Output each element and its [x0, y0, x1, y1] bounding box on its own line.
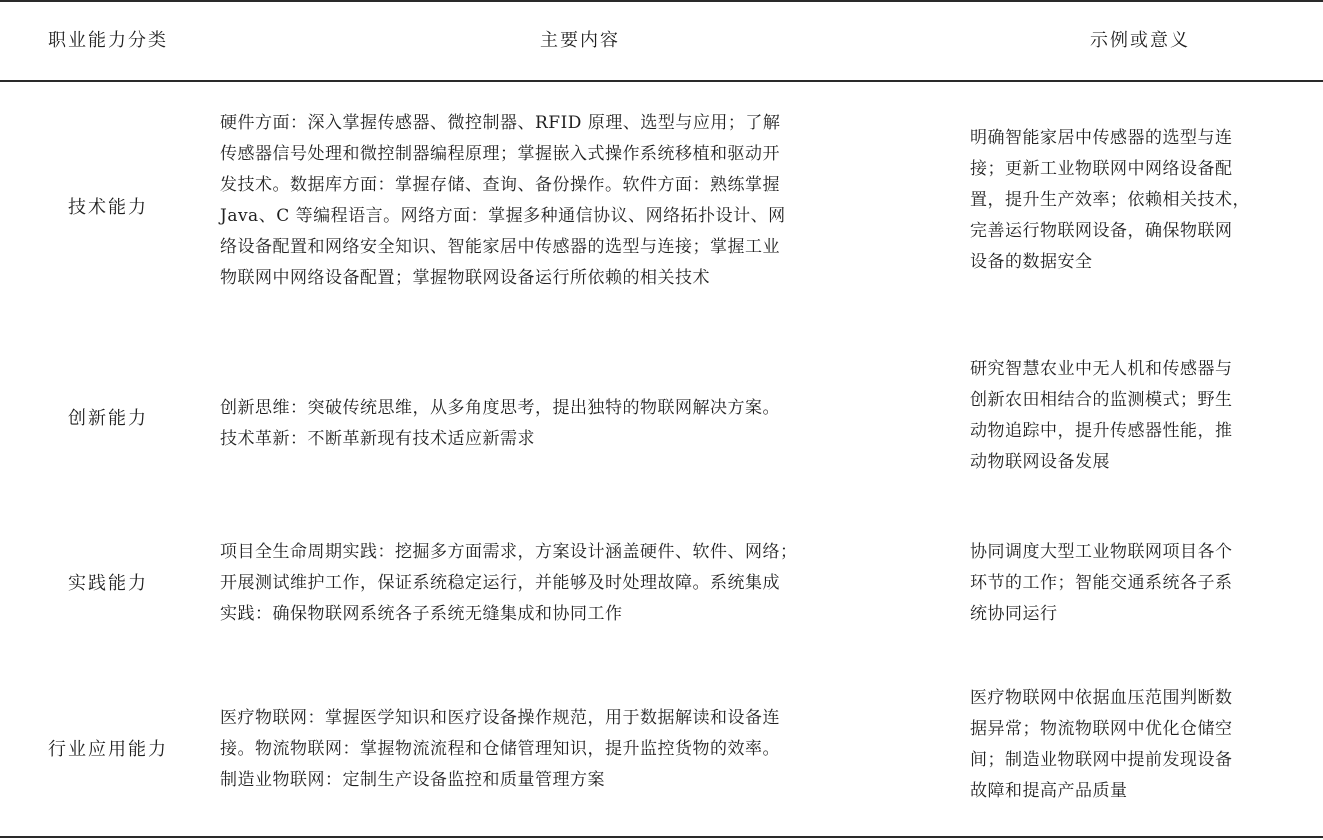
row-tech-category: 技术能力: [68, 197, 148, 218]
row-industry-example: [970, 683, 1312, 807]
main-line: 制造业物联网：定制生产设备监控和质量管理方案: [220, 770, 605, 790]
row-practice-category: 实践能力: [68, 573, 148, 594]
main-line: Java、C 等编程语言。网络方面：掌握多种通信协议、网络拓扑设计、网: [220, 206, 786, 226]
row-innovation-category: 创新能力: [68, 408, 148, 429]
row-innovation-main: [220, 393, 942, 455]
table-bottom-rule: [0, 836, 1323, 838]
row-innovation-example: [970, 354, 1312, 478]
example-line: 完善运行物联网设备，确保物联网: [970, 221, 1233, 241]
main-line: 开展测试维护工作，保证系统稳定运行，并能够及时处理故障。系统集成: [220, 573, 780, 593]
example-line: 置，提升生产效率；依赖相关技术，: [970, 190, 1250, 210]
main-line: 实践：确保物联网系统各子系统无缝集成和协同工作: [220, 604, 623, 624]
row-practice-example: [970, 537, 1312, 630]
example-line: 医疗物联网中依据血压范围判断数: [970, 688, 1233, 708]
example-line: 协同调度大型工业物联网项目各个: [970, 542, 1233, 562]
row-tech-example: [970, 123, 1312, 278]
example-line: 创新农田相结合的监测模式；野生: [970, 390, 1233, 410]
example-line: 动物联网设备发展: [970, 452, 1110, 472]
example-line: 统协同运行: [970, 604, 1058, 624]
example-line: 故障和提高产品质量: [970, 781, 1128, 801]
example-line: 明确智能家居中传感器的选型与连: [970, 128, 1233, 148]
main-line: 医疗物联网：掌握医学知识和医疗设备操作规范，用于数据解读和设备连: [220, 708, 780, 728]
header-category: 职业能力分类: [48, 30, 168, 51]
row-practice-main: [220, 537, 942, 630]
main-line: 项目全生命周期实践：挖掘多方面需求，方案设计涵盖硬件、软件、网络；: [220, 542, 798, 562]
example-line: 动物追踪中，提升传感器性能，推: [970, 421, 1233, 441]
main-line: 技术革新：不断革新现有技术适应新需求: [220, 429, 535, 449]
example-line: 接；更新工业物联网中网络设备配: [970, 159, 1233, 179]
table-top-rule: [0, 0, 1323, 2]
row-tech-main: [220, 108, 942, 294]
main-line: 物联网中网络设备配置；掌握物联网设备运行所依赖的相关技术: [220, 268, 710, 288]
example-line: 研究智慧农业中无人机和传感器与: [970, 359, 1233, 379]
row-industry-main: [220, 703, 942, 796]
main-line: 传感器信号处理和微控制器编程原理；掌握嵌入式操作系统移植和驱动开: [220, 144, 780, 164]
example-line: 设备的数据安全: [970, 252, 1093, 272]
header-example: 示例或意义: [1090, 30, 1190, 51]
main-line: 接。物流物联网：掌握物流流程和仓储管理知识，提升监控货物的效率。: [220, 739, 780, 759]
example-line: 据异常；物流物联网中优化仓储空: [970, 719, 1233, 739]
table-header-rule: [0, 80, 1323, 82]
header-main-content: 主要内容: [540, 30, 620, 51]
main-line: 硬件方面：深入掌握传感器、微控制器、RFID 原理、选型与应用；了解: [220, 113, 781, 133]
example-line: 间；制造业物联网中提前发现设备: [970, 750, 1233, 770]
main-line: 创新思维：突破传统思维，从多角度思考，提出独特的物联网解决方案。: [220, 398, 780, 418]
example-line: 环节的工作；智能交通系统各子系: [970, 573, 1233, 593]
main-line: 发技术。数据库方面：掌握存储、查询、备份操作。软件方面：熟练掌握: [220, 175, 780, 195]
main-line: 络设备配置和网络安全知识、智能家居中传感器的选型与连接；掌握工业: [220, 237, 780, 257]
row-industry-category: 行业应用能力: [48, 739, 168, 760]
